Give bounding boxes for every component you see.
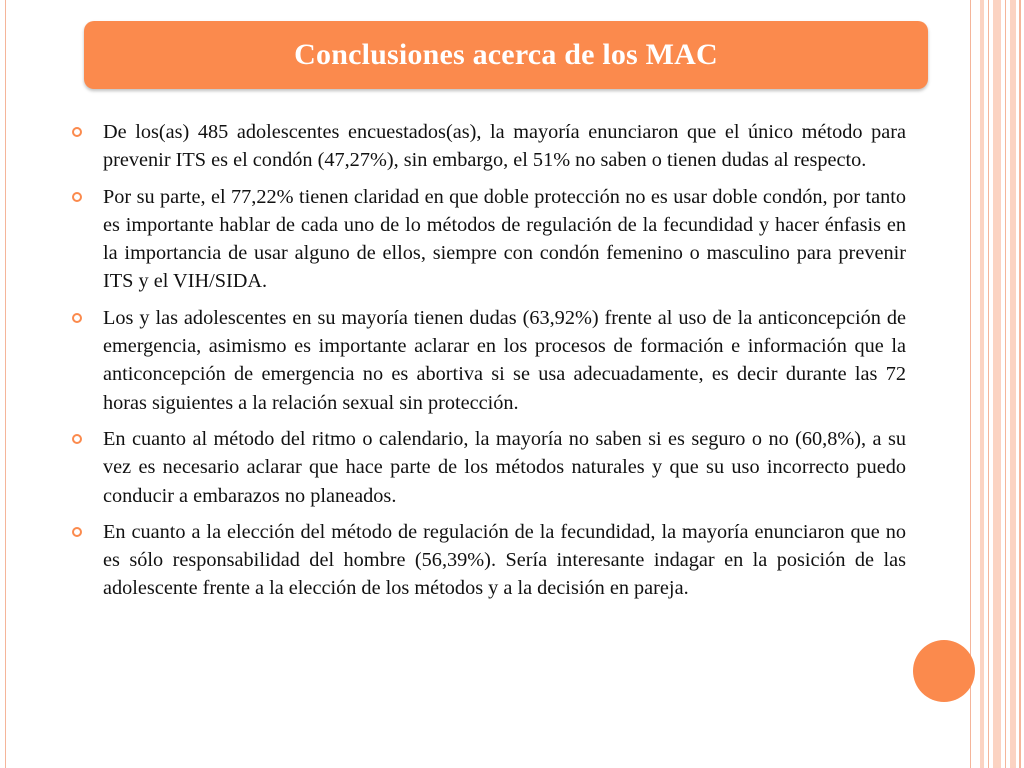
- title-bar: [84, 21, 928, 89]
- bullet-item: [72, 183, 906, 296]
- ring-bullet-icon: [72, 527, 82, 537]
- bullet-text: En cuanto a la elección del método de regulación de la fecundidad, la mayoría enunciaron que no es sólo responsabilidad del hombre (56,39%). Sería interesante indagar en la posición de las adolescente frente a la elección de los métodos y a la decisión en pareja.: [103, 520, 906, 600]
- slide-title: Conclusiones acerca de los MAC: [294, 38, 718, 71]
- bullet-list: [72, 118, 906, 611]
- ring-bullet-icon: [72, 127, 82, 137]
- decorative-stripe: [1010, 0, 1016, 768]
- bullet-item: [72, 304, 906, 417]
- ring-bullet-icon: [72, 192, 82, 202]
- decorative-stripe: [1005, 0, 1006, 768]
- ring-bullet-icon: [72, 313, 82, 323]
- bullet-item: [72, 118, 906, 175]
- bullet-text: Por su parte, el 77,22% tienen claridad en que doble protección no es usar doble condón, por tanto es importante hablar de cada uno de lo métodos de regulación de la fecundidad y hacer énfasis en la importancia de usar alguno de ellos, siempre con condón femenino o masculino para prevenir ITS y el VIH/SIDA.: [103, 185, 906, 293]
- bullet-item: [72, 518, 906, 603]
- decorative-stripe: [980, 0, 984, 768]
- bullet-text: Los y las adolescentes en su mayoría tienen dudas (63,92%) frente al uso de la anticoncepción de emergencia, asimismo es importante aclarar en los procesos de formación e información que la anticoncepción de emergencia no es abortiva si se usa adecuadamente, es decir durante las 72 horas siguientes a la relación sexual sin protección.: [103, 306, 906, 414]
- bullet-item: [72, 425, 906, 510]
- decorative-circle: [913, 640, 975, 702]
- decorative-stripe: [1019, 0, 1021, 768]
- decorative-stripe: [988, 0, 989, 768]
- bullet-text: En cuanto al método del ritmo o calendario, la mayoría no saben si es seguro o no (60,8%), a su vez es necesario aclarar que hace parte de los métodos naturales y que su uso incorrecto puedo conducir a embarazos no planeados.: [103, 427, 906, 507]
- ring-bullet-icon: [72, 434, 82, 444]
- bullet-text: De los(as) 485 adolescentes encuestados(as), la mayoría enunciaron que el único método para prevenir ITS es el condón (47,27%), sin embargo, el 51% no saben o tienen dudas al respecto.: [103, 121, 906, 172]
- decorative-stripe: [993, 0, 1001, 768]
